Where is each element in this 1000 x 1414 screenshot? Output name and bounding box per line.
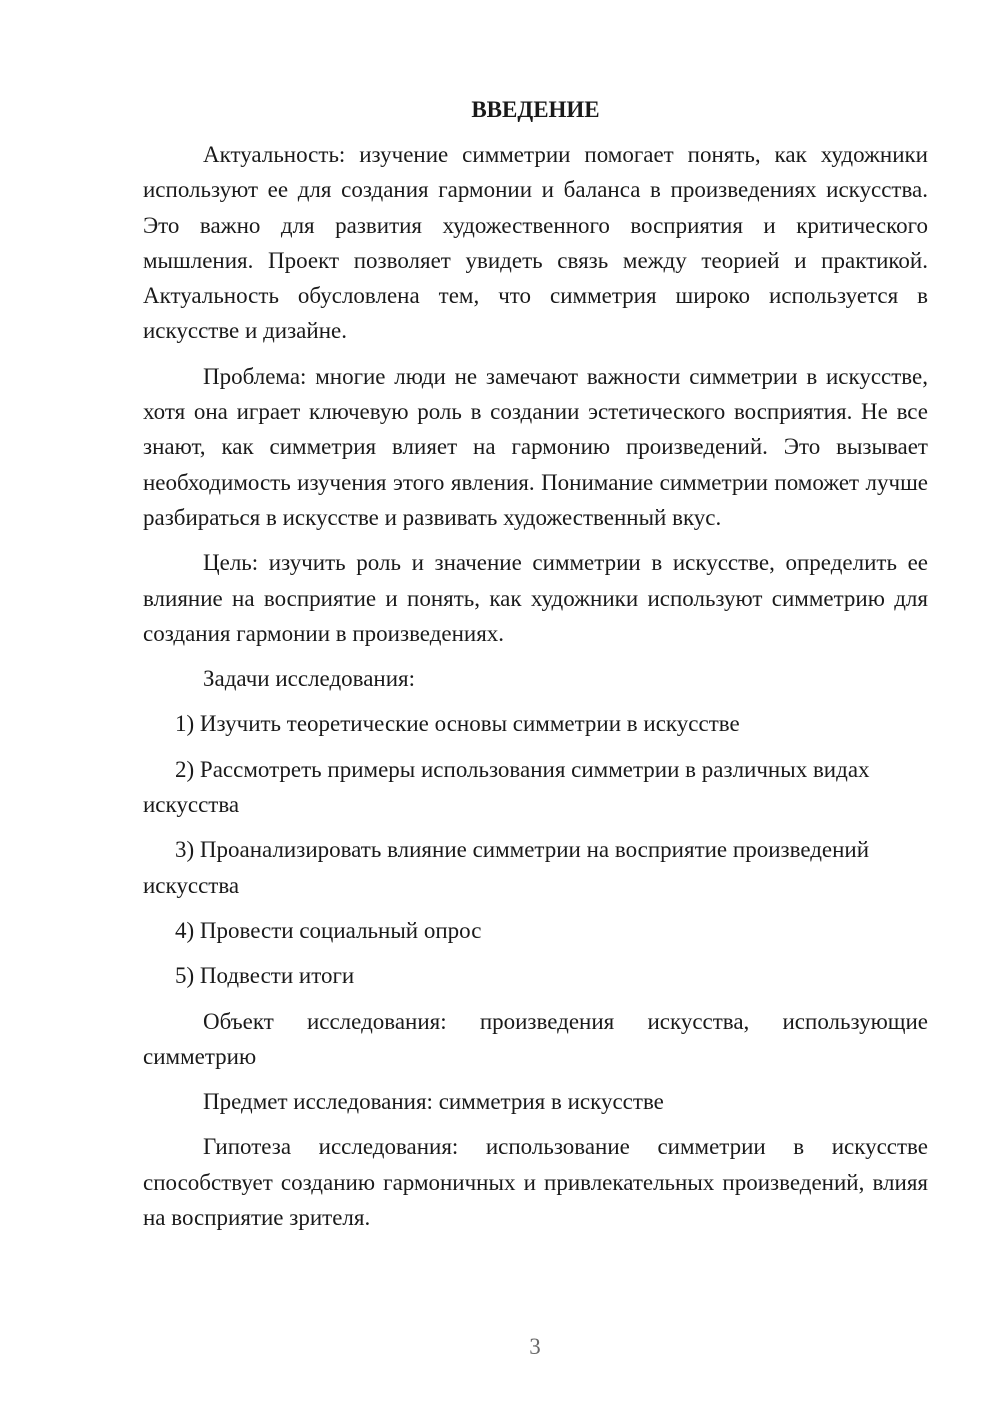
task-item: 5) Подвести итоги [175,963,355,989]
paragraph-relevance: Актуальность: изучение симметрии помогает понять, как художники используют ее для создания гармонии и баланса в произведениях искусства. Это важно для развития художественного восприятия и критического мышления. Проект позволяет увидеть связь между теорией и практикой. Актуальность обусловлена тем, что симметрия широко используется в искусстве и дизайне. [143,142,928,344]
paragraph-subject: Предмет исследования: симметрия в искусстве [203,1089,664,1115]
task-item: 3) Проанализировать влияние симметрии на восприятие произведений искусства [143,837,870,898]
page-number: 3 [529,1334,541,1359]
paragraph-object: Объект исследования: произведения искусства, использующие симметрию [143,1008,928,1069]
page-content [143,92,928,1245]
page-title: ВВЕДЕНИЕ [471,97,600,122]
task-item: 2) Рассмотреть примеры использования симметрии в различных видах искусства [143,756,870,818]
paragraph-problem: Проблема: многие люди не замечают важности симметрии в искусстве, хотя она играет ключевую роль в создании эстетического восприятия. Не все знают, как симметрия влияет на гармонию произведений. Это вызывает необходимость изучения этого явления. Понимание симметрии поможет лучше разбираться в искусстве и развивать художественный вкус. [143,363,928,530]
paragraph-goal: Цель: изучить роль и значение симметрии в искусстве, определить ее влияние на восприятие и понять, как художники используют симметрию для создания гармонии в произведениях. [143,550,928,646]
task-item: 1) Изучить теоретические основы симметрии в искусстве [175,711,740,737]
paragraph-hypothesis: Гипотеза исследования: использование симметрии в искусстве способствует созданию гармоничных и привлекательных произведений, влияя на восприятие зрителя. [143,1134,928,1231]
tasks-heading: Задачи исследования: [203,666,416,692]
task-item: 4) Провести социальный опрос [175,917,482,943]
